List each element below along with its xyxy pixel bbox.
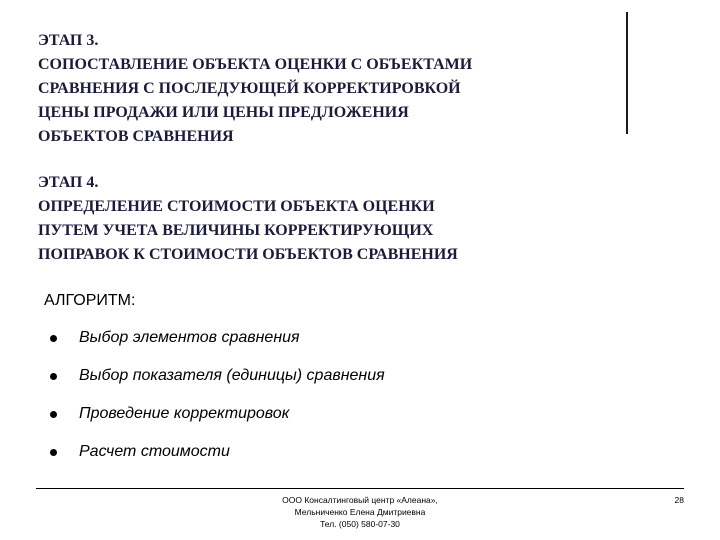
footer-phone: Тел. (050) 580-07-30 bbox=[320, 519, 400, 529]
footer-contact bbox=[230, 494, 490, 530]
stage-4-line: ОПРЕДЕЛЕНИЕ СТОИМОСТИ ОБЪЕКТА ОЦЕНКИ bbox=[38, 198, 435, 215]
bullet-icon bbox=[50, 373, 57, 380]
bullet-icon bbox=[50, 335, 57, 342]
stage-4-heading bbox=[38, 171, 628, 267]
stage-3-line: СОПОСТАВЛЕНИЕ ОБЪЕКТА ОЦЕНКИ С ОБЪЕКТАМИ bbox=[38, 56, 473, 73]
footer-divider bbox=[36, 488, 684, 489]
algorithm-list bbox=[50, 328, 385, 480]
list-item bbox=[50, 328, 385, 348]
list-item-text: Расчет стоимости bbox=[79, 443, 230, 460]
list-item bbox=[50, 442, 385, 462]
footer-author: Мельниченко Елена Дмитриевна bbox=[294, 507, 426, 517]
list-item bbox=[50, 366, 385, 386]
list-item bbox=[50, 404, 385, 424]
stage-3-heading bbox=[38, 29, 628, 149]
stage-3-line: ЭТАП 3. bbox=[38, 32, 99, 49]
algorithm-title: АЛГОРИТМ: bbox=[44, 292, 136, 309]
list-item-text: Выбор элементов сравнения bbox=[79, 329, 300, 346]
stage-4-line: ПУТЕМ УЧЕТА ВЕЛИЧИНЫ КОРРЕКТИРУЮЩИХ bbox=[38, 222, 434, 239]
stage-3-line: ОБЪЕКТОВ СРАВНЕНИЯ bbox=[38, 128, 234, 145]
stage-4-line: ЭТАП 4. bbox=[38, 174, 99, 191]
page-number: 28 bbox=[674, 495, 684, 505]
stage-4-line: ПОПРАВОК К СТОИМОСТИ ОБЪЕКТОВ СРАВНЕНИЯ bbox=[38, 246, 458, 263]
bullet-icon bbox=[50, 449, 57, 456]
stage-3-line: ЦЕНЫ ПРОДАЖИ ИЛИ ЦЕНЫ ПРЕДЛОЖЕНИЯ bbox=[38, 104, 409, 121]
bullet-icon bbox=[50, 411, 57, 418]
list-item-text: Проведение корректировок bbox=[79, 405, 290, 422]
footer-company: ООО Консалтинговый центр «Алеана», bbox=[282, 495, 438, 505]
stage-3-line: СРАВНЕНИЯ С ПОСЛЕДУЮЩЕЙ КОРРЕКТИРОВКОЙ bbox=[38, 80, 461, 97]
list-item-text: Выбор показателя (единицы) сравнения bbox=[79, 367, 385, 384]
